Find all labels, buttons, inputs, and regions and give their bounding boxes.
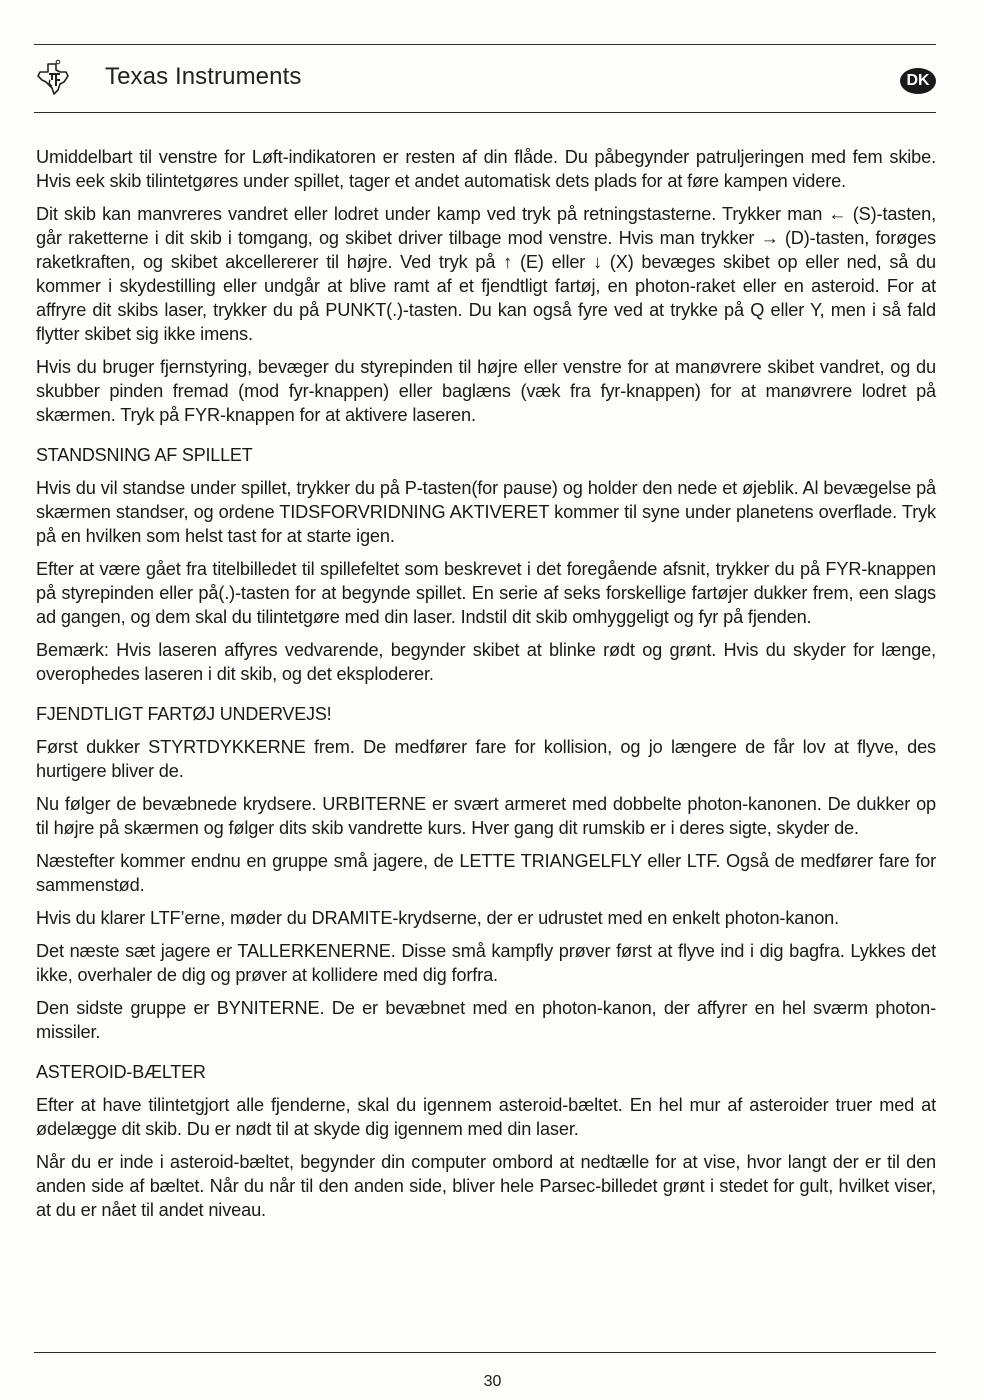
paragraph: Dit skib kan manvreres vandret eller lodret under kamp ved tryk på retningstasterne. Trykker man ← (S)-tasten, går raketterne i dit skib i tomgang, og skibet driver tilbage mod venstre. Hvis man trykker → (D)-tasten, forøges raketkraften, og skibet akcellererer til højre. Ved tryk på ↑ (E) eller ↓ (X) bevæges skibet op eller ned, så du kommer i skydestilling eller undgår at blive ramt af et fjendtligt fartøj, en photon-raket eller en asteroid. For at affryre dit skibs laser, trykker du på PUNKT(.)-tasten. Du kan også fyre ved at trykke på Q eller Y, men i så fald flytter skibet sig ikke imens.	[36, 204, 936, 344]
page-number: 30	[483, 1373, 502, 1390]
page-header	[34, 58, 936, 98]
paragraph: Den sidste gruppe er BYNITERNE. De er bevæbnet med en photon-kanon, der affyrer en hel sværm photon-missiler.	[36, 998, 936, 1042]
language-badge: DK	[900, 68, 936, 94]
paragraph: Hvis du vil standse under spillet, trykker du på P-tasten(for pause) og holder den nede et øjeblik. Al bevægelse på skærmen standser, og ordene TIDSFORVRIDNING AKTIVERET kommer til syne under planetens overflade. Tryk på en hvilken som helst tast for at starte igen.	[36, 478, 936, 546]
paragraph: Efter at være gået fra titelbilledet til spillefeltet som beskrevet i det foregående afsnit, trykker du på FYR-knappen på styrepinden eller på(.)-tasten for at begynde spillet. En serie af seks forskellige fartøjer dukker frem, een slags ad gangen, og dem skal du tilintetgøre med din laser. Indstil dit skib omhyggeligt og fyr på fjenden.	[36, 559, 936, 627]
texas-instruments-logo-icon	[34, 58, 74, 98]
paragraph: Når du er inde i asteroid-bæltet, begynder din computer ombord at nedtælle for at vise, hvor langt der er til den anden side af bæltet. Når du når til den anden side, bliver hele Parsec-billedet grønt i stedet for gult, hvilket viser, at du er nået til andet niveau.	[36, 1152, 936, 1220]
brand-name: Texas Instruments	[105, 63, 302, 90]
paragraph: Hvis du klarer LTF’erne, møder du DRAMITE-krydserne, der er udrustet med en enkelt photon-kanon.	[36, 908, 840, 928]
section-heading: ASTEROID-BÆLTER	[36, 1062, 206, 1082]
paragraph: Nu følger de bevæbnede krydsere. URBITERNE er svært armeret med dobbelte photon-kanonen. De dukker op til højre på skærmen og følger dits skib vandrette kurs. Hver gang dit rumskib er i deres sigte, skyder de.	[36, 794, 936, 838]
document-body	[36, 145, 936, 1231]
paragraph: Næstefter kommer endnu en gruppe små jagere, de LETTE TRIANGELFLY eller LTF. Også de medfører fare for sammenstød.	[36, 851, 936, 895]
footer-rule	[34, 1352, 936, 1353]
paragraph: Først dukker STYRTDYKKERNE frem. De medfører fare for kollision, og jo længere de får lov at flyve, des hurtigere bliver de.	[36, 737, 936, 781]
paragraph: Det næste sæt jagere er TALLERKENERNE. Disse små kampfly prøver først at flyve ind i dig bagfra. Lykkes det ikke, overhaler de dig og prøver at kollidere med dig forfra.	[36, 941, 936, 985]
header-bottom-rule	[34, 112, 936, 113]
section-heading: STANDSNING AF SPILLET	[36, 445, 253, 465]
section-heading: FJENDTLIGT FARTØJ UNDERVEJS!	[36, 704, 332, 724]
paragraph: Efter at have tilintetgjort alle fjenderne, skal du igennem asteroid-bæltet. En hel mur af asteroider truer med at ødelægge dit skib. Du er nødt til at skyde dig igennem med din laser.	[36, 1095, 936, 1139]
paragraph: Hvis du bruger fjernstyring, bevæger du styrepinden til højre eller venstre for at manøvrere skibet vandret, og du skubber pinden fremad (mod fyr-knappen) eller baglæns (væk fra fyr-knappen) for at manøvrere lodret på skærmen. Tryk på FYR-knappen for at aktivere laseren.	[36, 357, 936, 425]
paragraph: Umiddelbart til venstre for Løft-indikatoren er resten af din flåde. Du påbegynder patruljeringen med fem skibe. Hvis eek skib tilintetgøres under spillet, tager et andet automatisk dets plads for at føre kampen videre.	[36, 147, 936, 191]
paragraph: Bemærk: Hvis laseren affyres vedvarende, begynder skibet at blinke rødt og grønt. Hvis du skyder for længe, overophedes laseren i dit skib, og det eksploderer.	[36, 640, 936, 684]
header-top-rule	[34, 44, 936, 45]
